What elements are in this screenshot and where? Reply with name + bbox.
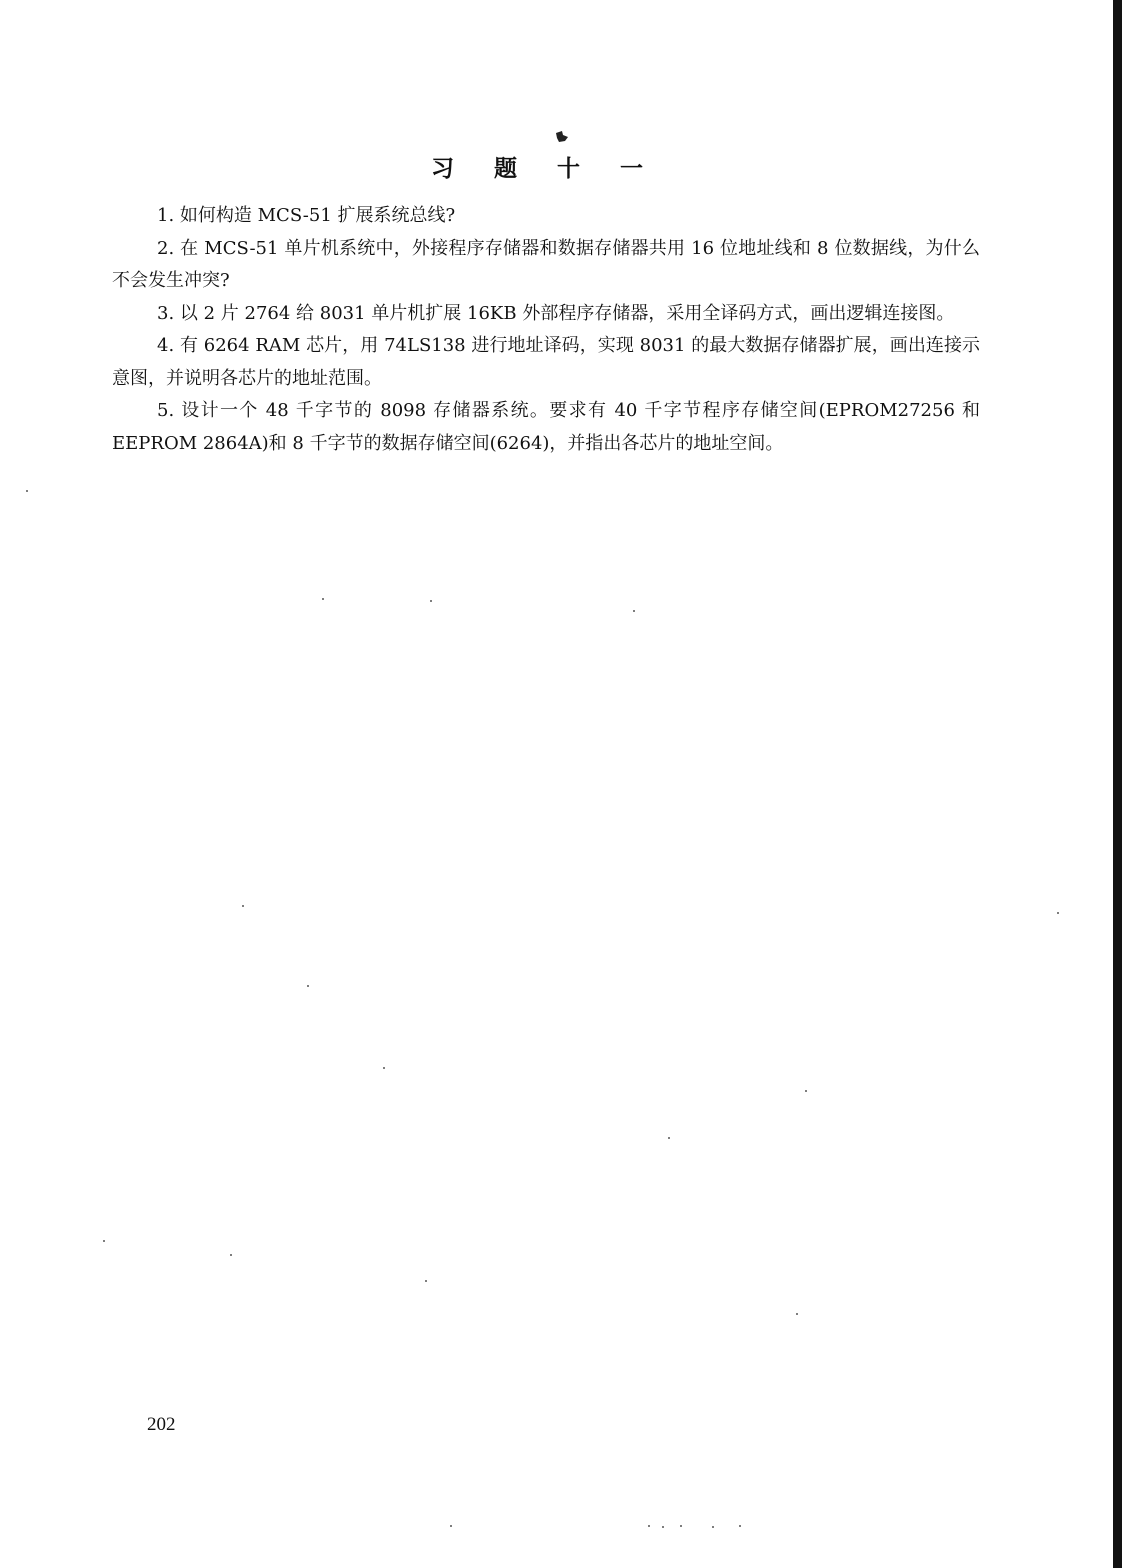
section-title: 习 题 十 一 xyxy=(430,156,660,182)
scan-speck xyxy=(805,1090,807,1092)
scan-speck xyxy=(430,600,432,602)
problem-item-4: 4. 有 6264 RAM 芯片，用 74LS138 进行地址译码，实现 8031 的最大数据存储器扩展，画出连接示意图，并说明各芯片的地址范围。 xyxy=(112,335,980,389)
scan-speck xyxy=(230,1254,232,1256)
scan-speck xyxy=(662,1526,664,1528)
ink-mark-icon xyxy=(553,130,571,144)
scan-speck xyxy=(633,610,635,612)
problem-item-2: 2. 在 MCS-51 单片机系统中，外接程序存储器和数据存储器共用 16 位地址线和 8 位数据线，为什么不会发生冲突? xyxy=(112,237,980,291)
problem-list xyxy=(112,200,980,460)
scan-edge-bar xyxy=(1113,0,1122,1568)
scan-speck xyxy=(680,1525,682,1527)
scan-speck xyxy=(739,1525,741,1527)
scan-speck xyxy=(648,1525,650,1527)
scan-speck xyxy=(712,1526,714,1528)
scan-speck xyxy=(1057,912,1059,914)
problem-item-1: 1. 如何构造 MCS-51 扩展系统总线? xyxy=(157,205,456,226)
scan-speck xyxy=(322,598,324,600)
scan-speck xyxy=(26,490,28,492)
scan-speck xyxy=(425,1280,427,1282)
scan-speck xyxy=(796,1313,798,1315)
scan-speck xyxy=(668,1137,670,1139)
problem-item-3: 3. 以 2 片 2764 给 8031 单片机扩展 16KB 外部程序存储器，采用全译码方式，画出逻辑连接图。 xyxy=(157,302,955,324)
page-number: 202 xyxy=(147,1414,176,1435)
scan-speck xyxy=(450,1525,452,1527)
scan-speck xyxy=(242,905,244,907)
scan-speck xyxy=(103,1240,105,1242)
problem-item-5: 5. 设计一个 48 千字节的 8098 存储器系统。要求有 40 千字节程序存储空间(EPROM27256 和 EEPROM 2864A)和 8 千字节的数据存储空间(6264)，并指出各芯片的地址空间。 xyxy=(112,400,980,454)
scan-speck xyxy=(383,1067,385,1069)
scan-speck xyxy=(307,985,309,987)
